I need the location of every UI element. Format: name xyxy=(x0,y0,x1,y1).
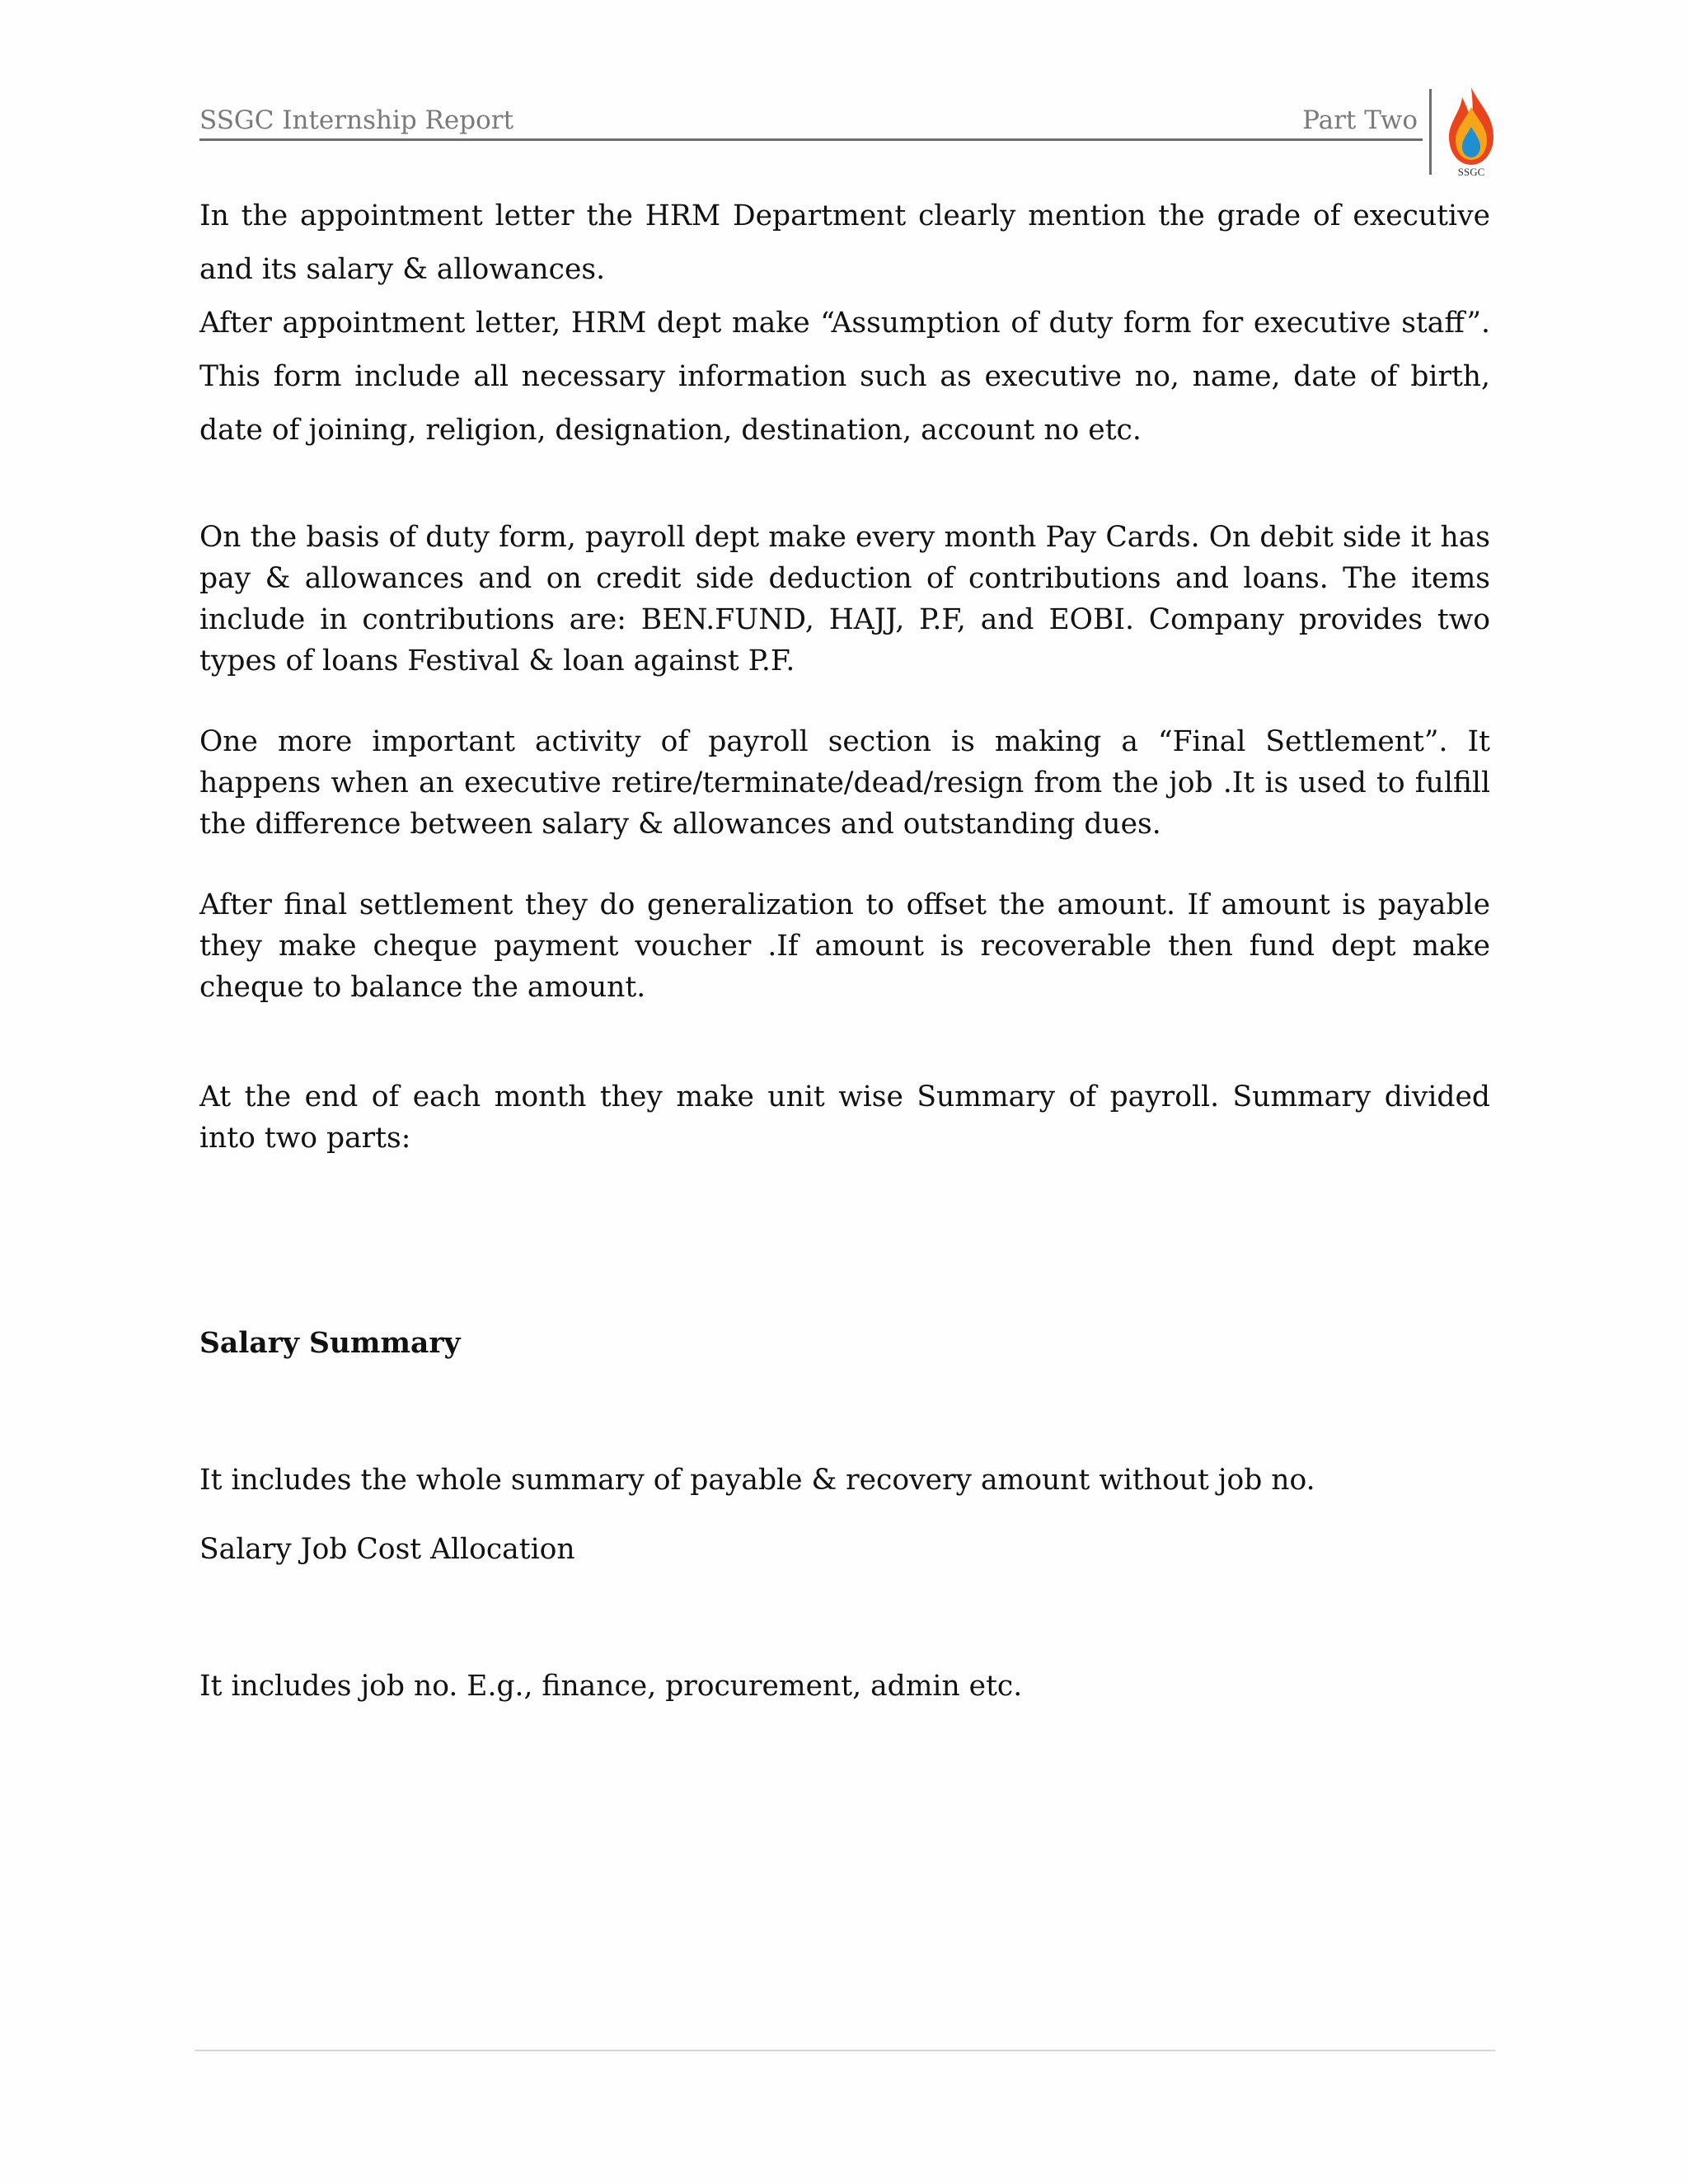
paragraph-salary-summary: It includes the whole summary of payable & recovery amount without job no. xyxy=(199,1464,1315,1497)
header-section: Part Two xyxy=(1302,105,1418,135)
footer-divider xyxy=(195,2050,1495,2051)
subheading-salary-job-cost-allocation: Salary Job Cost Allocation xyxy=(199,1533,575,1566)
ssgc-flame-logo-icon xyxy=(1442,86,1500,178)
paragraph-assumption-of-duty: After appointment letter, HRM dept make “Assumption of duty form for executive staff”. This form include all necessary information such as executive no, name, date of birth, date of joining, religion, designation, destination, account no etc. xyxy=(199,307,1490,447)
paragraph-summary-of-payroll: At the end of each month they make unit wise Summary of payroll. Summary divided into two parts: xyxy=(199,1080,1490,1155)
section-heading-salary-summary: Salary Summary xyxy=(199,1327,461,1360)
paragraph-appointment-letter: In the appointment letter the HRM Department clearly mention the grade of executive and its salary & allowances. xyxy=(199,199,1490,286)
paragraph-generalization: After final settlement they do generalization to offset the amount. If amount is payable they make cheque payment voucher .If amount is recoverable then fund dept make cheque to balance the amount. xyxy=(199,888,1490,1004)
paragraph-final-settlement: One more important activity of payroll section is making a “Final Settlement”. It happens when an executive retire/terminate/dead/resign from the job .It is used to fulfill the difference between salary & allowances and outstanding dues. xyxy=(199,725,1490,841)
header-title: SSGC Internship Report xyxy=(199,105,514,135)
page-header xyxy=(199,97,1423,141)
paragraph-job-cost-allocation: It includes job no. E.g., finance, procurement, admin etc. xyxy=(199,1670,1023,1703)
paragraph-pay-cards: On the basis of duty form, payroll dept make every month Pay Cards. On debit side it has pay & allowances and on credit side deduction of contributions and loans. The items include in contributions are: BEN.FUND, HAJJ, P.F, and EOBI. Company provides two types of loans Festival & loan against P.F. xyxy=(199,521,1490,677)
logo-text: SSGC xyxy=(1457,166,1485,178)
header-divider xyxy=(1429,89,1432,175)
